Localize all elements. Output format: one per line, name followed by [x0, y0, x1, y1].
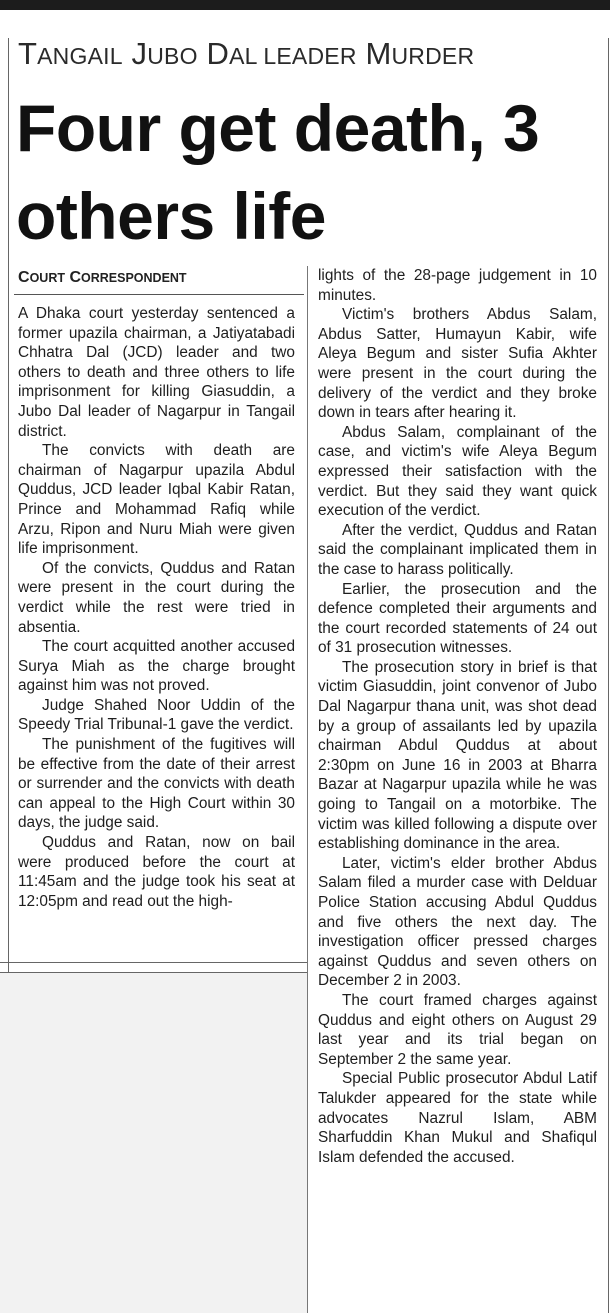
paragraph: lights of the 28-page judgement in 10 minutes.	[318, 267, 597, 304]
paragraph: Quddus and Ratan, now on bail were produced before the court at 11:45am and the judge took his seat at 12:05pm and read out the high-	[18, 834, 295, 910]
byline: COURT CORRESPONDENT	[18, 269, 187, 286]
right-column-rule	[608, 38, 609, 1313]
paragraph: The punishment of the fugitives will be effective from the date of their arrest or surrender and the convicts with death can appeal to the High Court within 30 days, the judge said.	[18, 736, 295, 832]
paragraph: The prosecution story in brief is that victim Giasuddin, joint convenor of Jubo Dal Nagarpur thana unit, was shot dead by a group of assailants led by upazila chairman Abdul Quddus at about 2:30pm on June 16 in 2003 at Bharra Bazar at Nagarpur upazila while he was going to Tangail on a motorbike. The victim was killed following a dispute over establishing dominance in the area.	[318, 658, 597, 853]
paragraph: The court framed charges against Quddus and eight others on August 29 last year and its trial began on September 2 the same year.	[318, 991, 597, 1068]
paragraph: Special Public prosecutor Abdul Latif Talukder appeared for the state while advocates Nazrul Islam, ABM Sharfuddin Khan Mukul and Shafiqul Islam defended the accused.	[318, 1070, 597, 1166]
paragraph: Victim's brothers Abdus Salam, Abdus Satter, Humayun Kabir, wife Aleya Begum and sister Sufia Akhter were present in the court during the delivery of the verdict and they broke down in tears after hearing it.	[318, 306, 597, 422]
box-top-rule	[0, 962, 307, 963]
column-divider	[307, 266, 308, 1313]
headline: Four get death, 3 others life	[16, 91, 540, 253]
paragraph: Later, victim's elder brother Abdus Salam filed a murder case with Delduar Police Station accusing Abdul Quddus and five others the next day. The investigation officer pressed charges against Quddus and seven others on December 2 in 2003.	[318, 854, 597, 990]
paragraph: The court acquitted another accused Surya Miah as the charge brought against him was not proved.	[18, 638, 295, 695]
byline-rule	[14, 294, 304, 295]
empty-gray-box	[0, 973, 307, 1313]
top-rule	[0, 0, 610, 10]
paragraph: Abdus Salam, complainant of the case, and victim's wife Aleya Begum expressed their satisfaction with the verdict. But they said they want quick execution of the verdict.	[318, 423, 597, 520]
paragraph: Judge Shahed Noor Uddin of the Speedy Trial Tribunal-1 gave the verdict.	[18, 696, 295, 734]
kicker-headline: TANGAIL JUBO DAL LEADER MURDER	[18, 36, 475, 71]
paragraph: After the verdict, Quddus and Ratan said the complainant implicated them in the case to harass politically.	[318, 521, 597, 578]
paragraph: Of the convicts, Quddus and Ratan were present in the court during the verdict while the rest were tried in absentia.	[18, 559, 295, 636]
paragraph: A Dhaka court yesterday sentenced a former upazila chairman, a Jatiyatabadi Chhatra Dal (JCD) leader and two others to death and three others to life imprisonment for killing Giasuddin, a Jubo Dal leader of Nagarpur in Tangail district.	[18, 305, 295, 440]
article-column-2	[318, 266, 597, 1167]
article-column-1	[18, 304, 295, 911]
paragraph: Earlier, the prosecution and the defence completed their arguments and the court recorded statements of 24 out of 31 prosecution witnesses.	[318, 580, 597, 657]
paragraph: The convicts with death are chairman of Nagarpur upazila Abdul Quddus, JCD leader Iqbal Kabir Ratan, Prince and Mohammad Rafiq while Arzu, Ripon and Nuru Miah were given life imprisonment.	[18, 442, 295, 558]
